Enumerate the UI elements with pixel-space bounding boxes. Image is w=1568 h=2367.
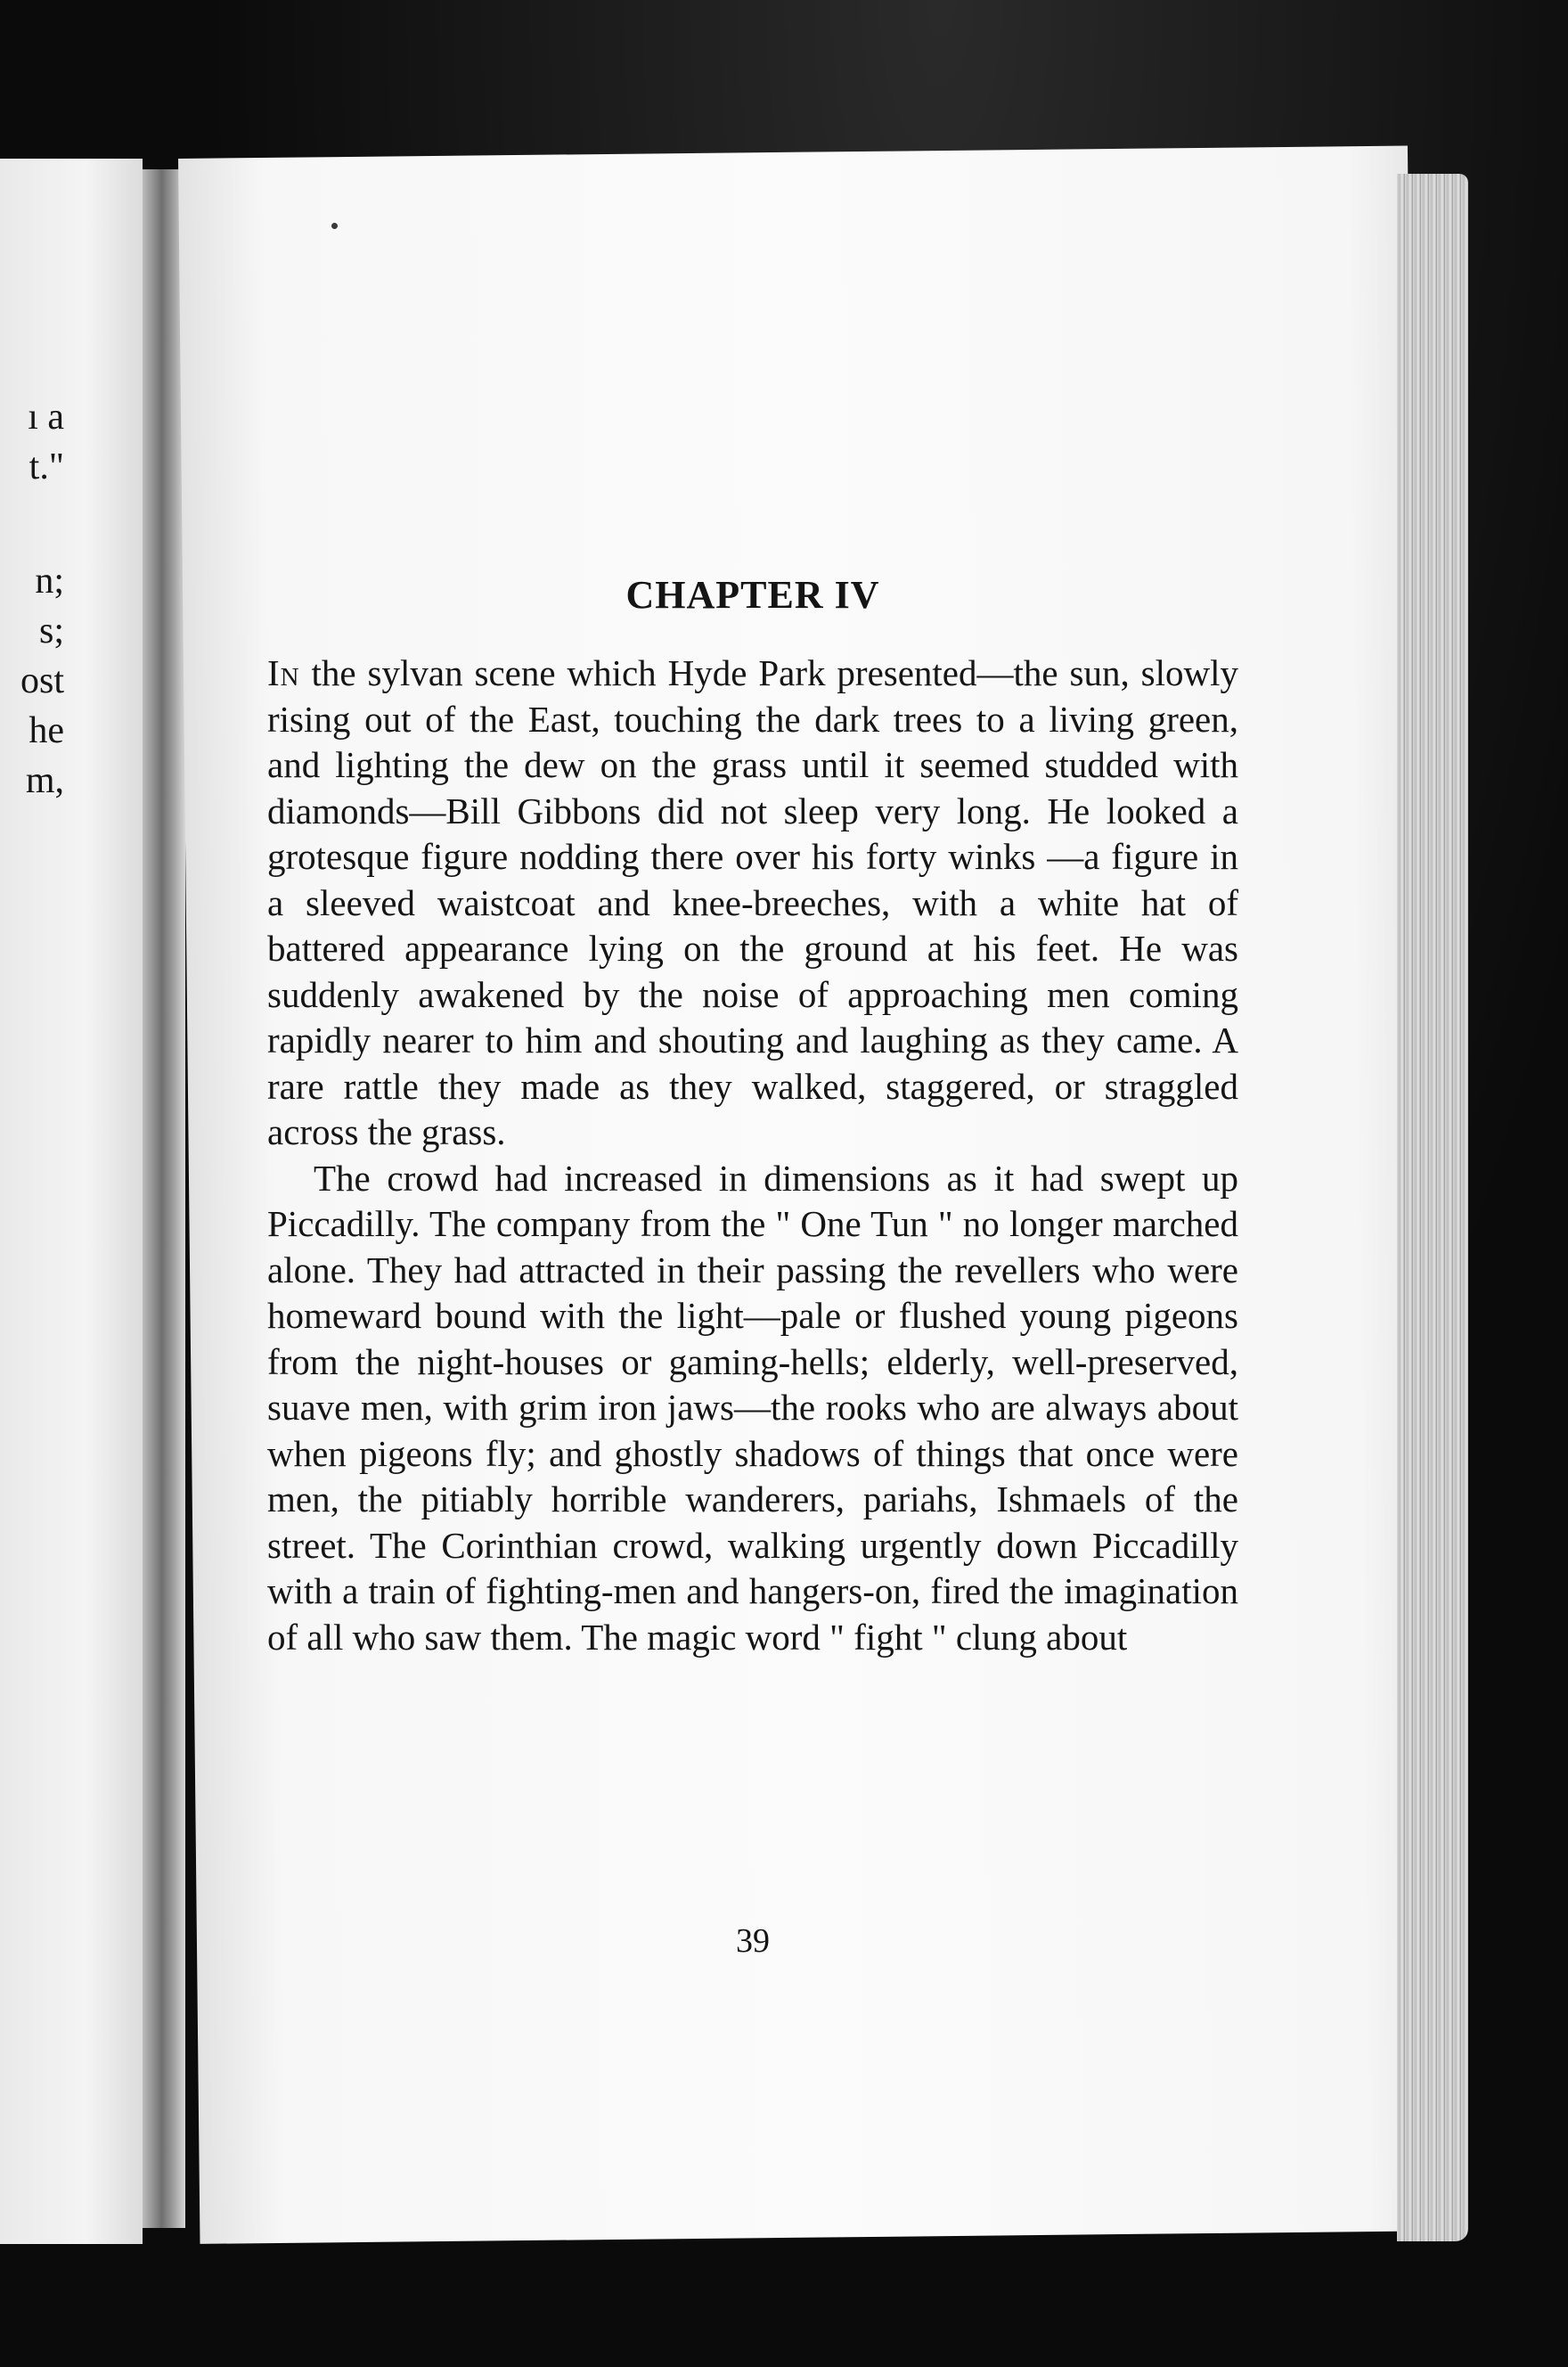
paragraph-1-text: the sylvan scene which Hyde Park presented—the sun, slowly rising out of the East, touching the dark trees to a living green, and lighting the dew on the grass until it seemed studded with diamonds—Bill Gibbons did not sleep very long. He looked a grotesque figure nodding there over his forty winks —a figure in a sleeved waistcoat and knee-breeches, with a white hat of battered appearance lying on the ground at his feet. He was suddenly awakened by the noise of approaching men coming rapidly nearer to him and shouting and laughing as they came. A rare rattle they made as they walked, staggered, or straggled across the grass.: [267, 652, 1238, 1152]
left-page-fragment: n;: [35, 561, 64, 602]
paragraph-2: The crowd had increased in dimensions as it had swept up Piccadilly. The company from the " One Tun " no longer marched alone. They had attracted in their passing the revellers who were homeward bound with the light—pale or flushed young pigeons from the night-houses or gaming-hells; elderly, well-preserved, suave men, with grim iron jaws—the rooks who are always about when pigeons fly; and ghostly shadows of things that once were men, the pitiably horrible wanderers, pariahs, Ishmaels of the street. The Corinthian crowd, walking urgently down Piccadilly with a train of fighting-men and hangers-on, fired the imagination of all who saw them. The magic word " fight " clung about: [267, 1157, 1238, 1658]
left-page-text: [0, 392, 143, 806]
paragraph-1: [267, 651, 1238, 1156]
dust-speck: [331, 223, 338, 229]
left-page-fragment: s;: [38, 610, 64, 651]
chapter-heading: CHAPTER IV: [625, 573, 880, 617]
left-page-fragment: he: [29, 710, 64, 751]
left-page-fragment: ost: [20, 660, 64, 701]
left-page-fragment: ı a: [28, 397, 64, 438]
book-gutter: [143, 169, 185, 2228]
paragraph-lead-word: In: [267, 652, 300, 693]
left-page-fragment: m,: [25, 760, 64, 801]
chapter-body: [267, 651, 1238, 1660]
left-page: [0, 159, 143, 2244]
page-block-edge: [1397, 174, 1468, 2241]
page-number: 39: [736, 1922, 770, 1960]
left-page-fragment: t.": [29, 446, 64, 487]
